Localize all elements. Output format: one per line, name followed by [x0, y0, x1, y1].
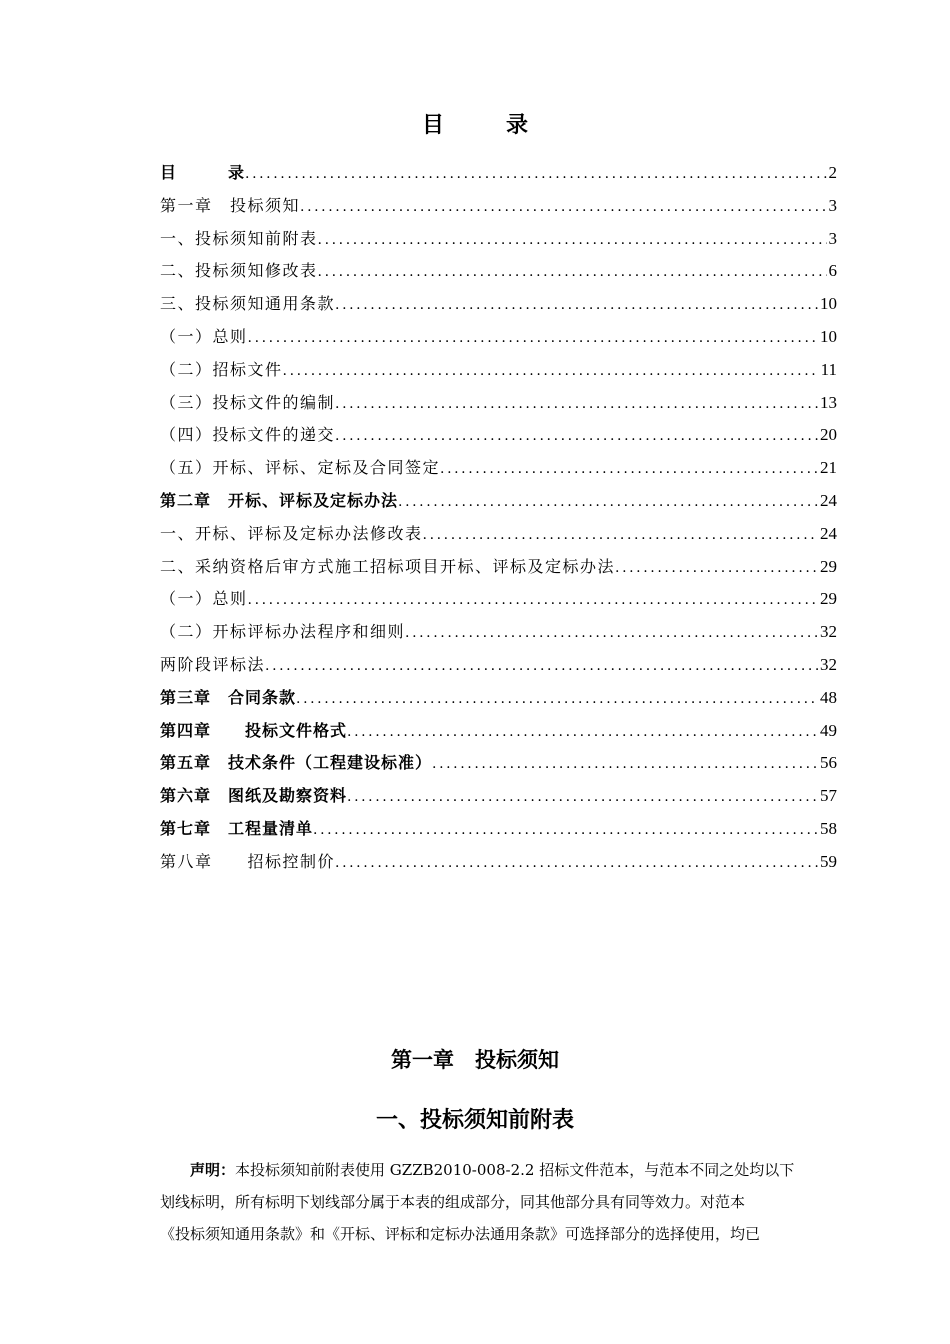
- toc-entry[interactable]: [160, 288, 837, 321]
- toc-entry[interactable]: [160, 551, 837, 584]
- toc-entry-leader-dots: [440, 453, 818, 485]
- toc-entry-label: 二、投标须知修改表: [160, 261, 318, 281]
- statement-line-3: 《投标须知通用条款》和《开标、评标和定标办法通用条款》可选择部分的选择使用，均已: [160, 1225, 761, 1243]
- toc-entry-page-number: 20: [820, 425, 837, 445]
- toc-entry-label: 第五章 技术条件（工程建设标准）: [160, 753, 433, 773]
- toc-entry-leader-dots: [283, 355, 819, 387]
- toc-entry-page-number: 11: [820, 359, 837, 379]
- toc-entry-label: 第二章 开标、评标及定标办法: [160, 490, 399, 510]
- toc-entry-leader-dots: [313, 814, 818, 846]
- toc-entry[interactable]: [160, 846, 837, 879]
- toc-title: [0, 108, 950, 139]
- toc-entry[interactable]: [160, 452, 837, 485]
- toc-entry[interactable]: [160, 223, 837, 256]
- toc-entry-page-number: 2: [828, 163, 837, 182]
- toc-entry-leader-dots: [398, 486, 818, 518]
- toc-entry-page-number: 49: [820, 720, 837, 740]
- toc-entry[interactable]: [160, 321, 837, 354]
- toc-entry-leader-dots: [335, 388, 818, 420]
- toc-entry[interactable]: [160, 682, 837, 715]
- toc-entry[interactable]: [160, 485, 837, 518]
- chapter-heading: 第一章 投标须知: [391, 1048, 559, 1072]
- toc-entry-page-number: 21: [820, 458, 837, 478]
- section-heading: 一、投标须知前附表: [375, 1108, 574, 1133]
- toc-entry[interactable]: [160, 715, 837, 748]
- toc-entry-page-number: 29: [820, 589, 837, 609]
- toc-entry[interactable]: [160, 780, 837, 813]
- toc-entry-label: 第七章 工程量清单: [160, 818, 314, 838]
- toc-entry-leader-dots: [248, 322, 818, 354]
- toc-entry[interactable]: [160, 747, 837, 780]
- toc-entry[interactable]: [160, 387, 837, 420]
- toc-entry-label: 第四章 投标文件格式: [160, 720, 348, 740]
- toc-entry-label: （一）总则: [160, 326, 248, 346]
- toc-entry-leader-dots: [432, 748, 818, 780]
- toc-entry-leader-dots: [265, 650, 818, 682]
- toc-entry[interactable]: [160, 583, 837, 616]
- toc-entry-leader-dots: [335, 289, 818, 321]
- toc-entry[interactable]: [160, 354, 837, 387]
- toc-entry-label: 一、开标、评标及定标办法修改表: [160, 523, 423, 543]
- toc-entry-label: （二）开标评标办法程序和细则: [160, 622, 406, 642]
- toc-entry[interactable]: [160, 518, 837, 551]
- toc-entry[interactable]: [160, 190, 837, 223]
- toc-entry-leader-dots: [318, 224, 827, 256]
- toc-entry-label: （一）总则: [160, 589, 248, 609]
- toc-entry-page-number: 10: [820, 294, 837, 314]
- toc-entry[interactable]: [160, 813, 837, 846]
- toc-entry-label: （二）招标文件: [160, 359, 283, 379]
- toc-entry-page-number: 56: [820, 753, 837, 773]
- toc-entry-leader-dots: [347, 781, 818, 813]
- toc-entry-leader-dots: [405, 617, 818, 649]
- toc-entry-leader-dots: [335, 420, 818, 452]
- toc-entry-page-number: 32: [820, 622, 837, 642]
- toc-entry-label: 第六章 图纸及勘察资料: [160, 786, 348, 806]
- toc-entry-leader-dots: [335, 847, 818, 879]
- toc-entry-page-number: 59: [820, 851, 837, 871]
- toc-entry-page-number: 3: [828, 195, 837, 215]
- toc-entry-page-number: 3: [828, 228, 837, 248]
- toc-entry-label: 两阶段评标法: [160, 654, 266, 674]
- toc-entry[interactable]: [160, 157, 837, 190]
- toc-entry-leader-dots: [248, 584, 818, 616]
- toc-entry-label: （四）投标文件的递交: [160, 425, 336, 445]
- toc-entry[interactable]: [160, 419, 837, 452]
- toc-entry-label: （五）开标、评标、定标及合同签定: [160, 458, 441, 478]
- toc-entry-label: 二、采纳资格后审方式施工招标项目开标、评标及定标办法: [160, 556, 616, 576]
- toc-entry-leader-dots: [245, 158, 826, 190]
- toc-entry-page-number: 13: [820, 392, 837, 412]
- toc-entry-leader-dots: [300, 191, 826, 223]
- toc-entry-leader-dots: [318, 256, 827, 288]
- toc-entry-page-number: 32: [820, 654, 837, 674]
- toc-entry-leader-dots: [423, 519, 818, 551]
- toc-title-left: 目: [421, 113, 444, 138]
- toc-entry-leader-dots: [615, 552, 818, 584]
- toc-entry-label: 一、投标须知前附表: [160, 228, 318, 248]
- toc-entry-page-number: 6: [828, 261, 837, 281]
- statement-lead: 声明：: [190, 1161, 236, 1179]
- statement-line-1: 本投标须知前附表使用 GZZB2010-008-2.2 招标文件范本，与范本不同之处均以下: [235, 1161, 795, 1179]
- toc-entry-leader-dots: [296, 683, 818, 715]
- toc-entry[interactable]: [160, 255, 837, 288]
- toc-entry-leader-dots: [347, 716, 818, 748]
- toc-entry-page-number: 29: [820, 556, 837, 576]
- toc-entry-page-number: 24: [820, 523, 837, 543]
- toc-entry-label: 第一章 投标须知: [160, 195, 301, 215]
- toc-entry-label: 第八章 招标控制价: [160, 851, 336, 871]
- toc-title-right: 录: [506, 113, 529, 138]
- table-of-contents: [160, 157, 837, 879]
- toc-entry-page-number: 58: [820, 818, 837, 838]
- toc-entry-label: 目 录: [160, 163, 246, 182]
- toc-entry-label: （三）投标文件的编制: [160, 392, 336, 412]
- toc-entry-page-number: 48: [820, 687, 837, 707]
- statement-line-2: 划线标明，所有标明下划线部分属于本表的组成部分，同其他部分具有同等效力。对范本: [160, 1193, 746, 1211]
- toc-entry-label: 三、投标须知通用条款: [160, 294, 336, 314]
- toc-entry[interactable]: [160, 616, 837, 649]
- statement-paragraph: [160, 1154, 837, 1250]
- toc-entry[interactable]: [160, 649, 837, 682]
- toc-entry-page-number: 10: [820, 326, 837, 346]
- toc-entry-page-number: 24: [820, 490, 837, 510]
- toc-entry-page-number: 57: [820, 786, 837, 806]
- toc-entry-label: 第三章 合同条款: [160, 687, 297, 707]
